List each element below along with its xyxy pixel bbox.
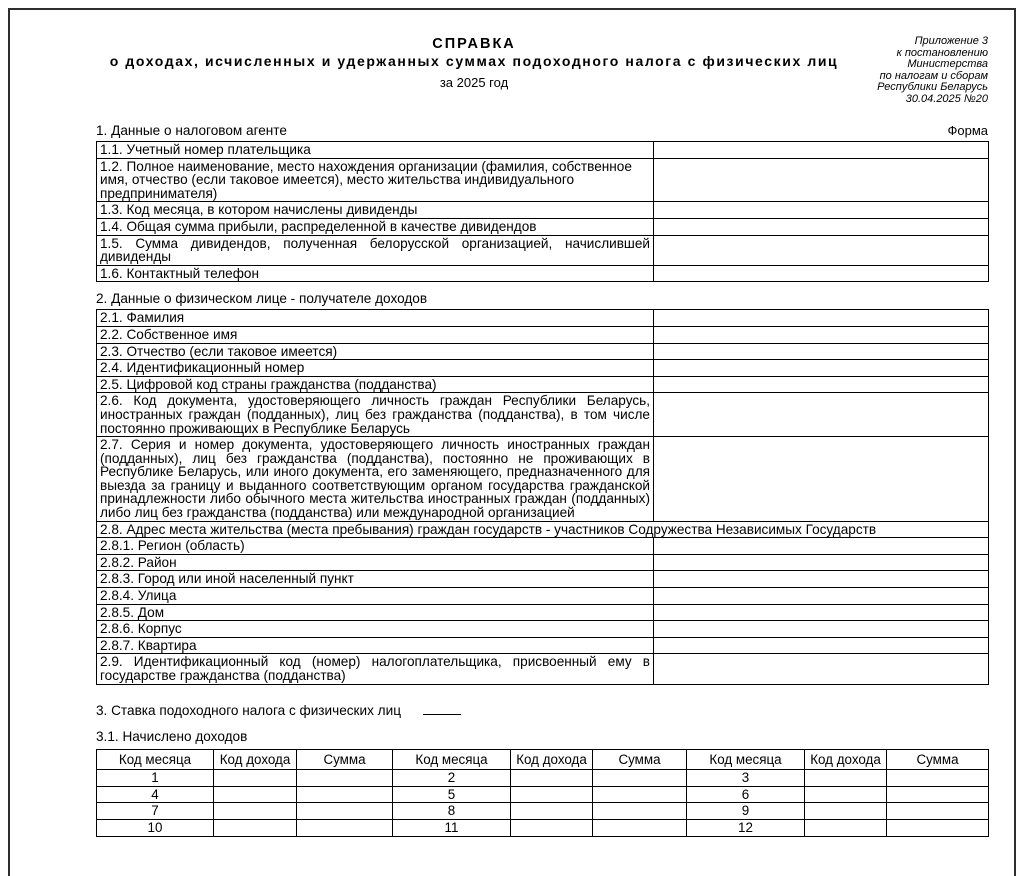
field-value-2-8-6[interactable] [654, 621, 989, 638]
month-code-cell: 3 [687, 770, 805, 787]
table-row [97, 142, 989, 159]
field-value-1-4[interactable] [654, 218, 989, 235]
section3-heading-row [96, 702, 988, 718]
month-code-cell: 2 [393, 770, 511, 787]
table-row [97, 343, 989, 360]
field-label-1-2: 1.2. Полное наименование, место нахождения организации (фамилия, собственное имя, отчество (если таковое имеется), место жительства индивидуального предпринимателя) [97, 158, 654, 202]
field-value-2-8-3[interactable] [654, 571, 989, 588]
table-row [97, 265, 989, 282]
table-row [97, 376, 989, 393]
income-code-cell[interactable] [805, 803, 887, 820]
income-code-cell[interactable] [214, 819, 297, 836]
table-row [97, 786, 989, 803]
table-row [97, 437, 989, 522]
section1-heading-row [96, 123, 988, 138]
column-header-income-code: Код дохода [511, 749, 593, 770]
field-label-2-8-2: 2.8.2. Район [97, 554, 654, 571]
table-row [97, 521, 989, 538]
field-value-2-6[interactable] [654, 393, 989, 437]
field-label-2-6: 2.6. Код документа, удостоверяющего личность граждан Республики Беларусь, иностранных граждан (подданных), лиц без гражданства (подданства), в том числе постоянно проживающих в Республике Беларусь [97, 393, 654, 437]
field-label-2-8-4: 2.8.4. Улица [97, 588, 654, 605]
field-label-2-8-5: 2.8.5. Дом [97, 604, 654, 621]
form-subtitle: о доходах, исчисленных и удержанных суммах подоходного налога с физических лиц [109, 53, 839, 69]
field-label-1-6: 1.6. Контактный телефон [97, 265, 654, 282]
table-row [97, 654, 989, 684]
field-label-1-4: 1.4. Общая сумма прибыли, распределенной в качестве дивидендов [97, 218, 654, 235]
field-value-1-1[interactable] [654, 142, 989, 159]
income-code-cell[interactable] [214, 770, 297, 787]
section3-1-heading: 3.1. Начислено доходов [96, 728, 248, 744]
field-label-2-8-3: 2.8.3. Город или иной населенный пункт [97, 571, 654, 588]
income-code-cell[interactable] [511, 803, 593, 820]
month-code-cell: 12 [687, 819, 805, 836]
month-code-cell: 6 [687, 786, 805, 803]
appendix-note-line: к постановлению [896, 46, 988, 59]
address-section-heading: 2.8. Адрес места жительства (места пребывания) граждан государств - участников Содружества Независимых Государств [97, 521, 989, 538]
form-label: Форма [947, 123, 988, 138]
table-row [97, 538, 989, 555]
field-label-1-3: 1.3. Код месяца, в котором начислены дивиденды [97, 202, 654, 219]
month-code-cell: 8 [393, 803, 511, 820]
amount-cell[interactable] [887, 803, 989, 820]
field-label-2-4: 2.4. Идентификационный номер [97, 360, 654, 377]
amount-cell[interactable] [887, 819, 989, 836]
amount-cell[interactable] [887, 786, 989, 803]
field-value-2-4[interactable] [654, 360, 989, 377]
table-row [97, 360, 989, 377]
income-code-cell[interactable] [214, 786, 297, 803]
income-code-cell[interactable] [805, 786, 887, 803]
month-code-cell: 5 [393, 786, 511, 803]
field-value-2-7[interactable] [654, 437, 989, 522]
table-row [97, 803, 989, 820]
section1-heading: 1. Данные о налоговом агенте [96, 123, 287, 138]
field-value-2-8-4[interactable] [654, 588, 989, 605]
table-row [97, 158, 989, 202]
field-label-2-5: 2.5. Цифровой код страны гражданства (подданства) [97, 376, 654, 393]
month-code-cell: 1 [97, 770, 214, 787]
appendix-note-line: 30.04.2025 №20 [905, 92, 988, 105]
month-code-cell: 9 [687, 803, 805, 820]
form-year: за 2025 год [439, 74, 509, 90]
field-label-2-2: 2.2. Собственное имя [97, 326, 654, 343]
form-title: СПРАВКА [432, 36, 516, 52]
appendix-note-line: Республики Беларусь [877, 81, 988, 93]
income-code-cell[interactable] [511, 786, 593, 803]
field-value-2-3[interactable] [654, 343, 989, 360]
table-row [97, 770, 989, 787]
income-code-cell[interactable] [214, 803, 297, 820]
table-row [97, 326, 989, 343]
table-row [97, 588, 989, 605]
table-row [97, 393, 989, 437]
field-value-1-6[interactable] [654, 265, 989, 282]
field-value-1-2[interactable] [654, 158, 989, 202]
table-row [97, 218, 989, 235]
column-header-amount: Сумма [297, 749, 393, 770]
income-table-header-row [97, 749, 989, 770]
section3-heading: 3. Ставка подоходного налога с физических лиц [96, 702, 401, 718]
field-value-2-8-5[interactable] [654, 604, 989, 621]
income-table [96, 749, 989, 837]
title-block [96, 36, 852, 90]
amount-cell[interactable] [297, 770, 393, 787]
month-code-cell: 11 [393, 819, 511, 836]
field-label-2-8-6: 2.8.6. Корпус [97, 621, 654, 638]
column-header-month-code: Код месяца [393, 749, 511, 770]
table-row [97, 621, 989, 638]
table-row [97, 202, 989, 219]
field-label-1-1: 1.1. Учетный номер плательщика [97, 142, 654, 159]
appendix-note-line: Приложение 3 [914, 35, 988, 47]
appendix-note-line: Министерства [907, 58, 988, 70]
field-label-1-5: 1.5. Сумма дивидендов, полученная белорусской организацией, начислившей дивиденды [97, 235, 654, 265]
field-value-2-8-7[interactable] [654, 637, 989, 654]
field-value-2-5[interactable] [654, 376, 989, 393]
section1-table [96, 141, 989, 282]
table-row [97, 571, 989, 588]
amount-cell[interactable] [297, 819, 393, 836]
appendix-note-line: по налогам и сборам [879, 69, 988, 82]
form-content [96, 36, 988, 837]
month-code-cell: 10 [97, 819, 214, 836]
section2-table [96, 309, 989, 684]
amount-cell[interactable] [887, 770, 989, 787]
column-header-amount: Сумма [887, 749, 989, 770]
page-frame [8, 8, 1016, 876]
column-header-month-code: Код месяца [97, 749, 214, 770]
amount-cell[interactable] [593, 770, 687, 787]
field-value-2-1[interactable] [654, 310, 989, 327]
income-code-cell[interactable] [511, 819, 593, 836]
month-code-cell: 4 [97, 786, 214, 803]
field-value-2-2[interactable] [654, 326, 989, 343]
amount-cell[interactable] [297, 803, 393, 820]
table-row [97, 637, 989, 654]
field-value-2-8-1[interactable] [654, 538, 989, 555]
field-label-2-7: 2.7. Серия и номер документа, удостоверяющего личность иностранных граждан (подданных), лиц без гражданства (подданства), постоянно не проживающих в Республике Беларусь, или иного документа, его заменяющего, предназначенного для выезда за границу и выданного соответствующим органом государства гражданской принадлежности либо обычного места жительства иностранных граждан (подданных) либо лиц без гражданства (подданства) или международной организацией [97, 437, 654, 522]
income-code-cell[interactable] [805, 770, 887, 787]
column-header-month-code: Код месяца [687, 749, 805, 770]
tax-rate-blank[interactable] [423, 702, 461, 715]
field-value-2-8-2[interactable] [654, 554, 989, 571]
field-label-2-1: 2.1. Фамилия [97, 310, 654, 327]
field-label-2-3: 2.3. Отчество (если таковое имеется) [97, 343, 654, 360]
field-value-1-3[interactable] [654, 202, 989, 219]
column-header-income-code: Код дохода [214, 749, 297, 770]
field-label-2-8-7: 2.8.7. Квартира [97, 637, 654, 654]
field-label-2-8-1: 2.8.1. Регион (область) [97, 538, 654, 555]
field-label-2-9: 2.9. Идентификационный код (номер) налогоплательщика, присвоенный ему в государстве гражданства (подданства) [97, 654, 654, 684]
table-row [97, 310, 989, 327]
month-code-cell: 7 [97, 803, 214, 820]
amount-cell[interactable] [593, 786, 687, 803]
appendix-note [877, 36, 988, 105]
table-row [97, 819, 989, 836]
amount-cell[interactable] [297, 786, 393, 803]
section2-heading: 2. Данные о физическом лице - получателе доходов [96, 291, 428, 307]
field-value-1-5[interactable] [654, 235, 989, 265]
column-header-income-code: Код дохода [805, 749, 887, 770]
income-code-cell[interactable] [511, 770, 593, 787]
form-header [96, 36, 988, 114]
table-row [97, 235, 989, 265]
amount-cell[interactable] [593, 803, 687, 820]
amount-cell[interactable] [593, 819, 687, 836]
table-row [97, 554, 989, 571]
field-value-2-9[interactable] [654, 654, 989, 684]
column-header-amount: Сумма [593, 749, 687, 770]
table-row [97, 604, 989, 621]
income-code-cell[interactable] [805, 819, 887, 836]
